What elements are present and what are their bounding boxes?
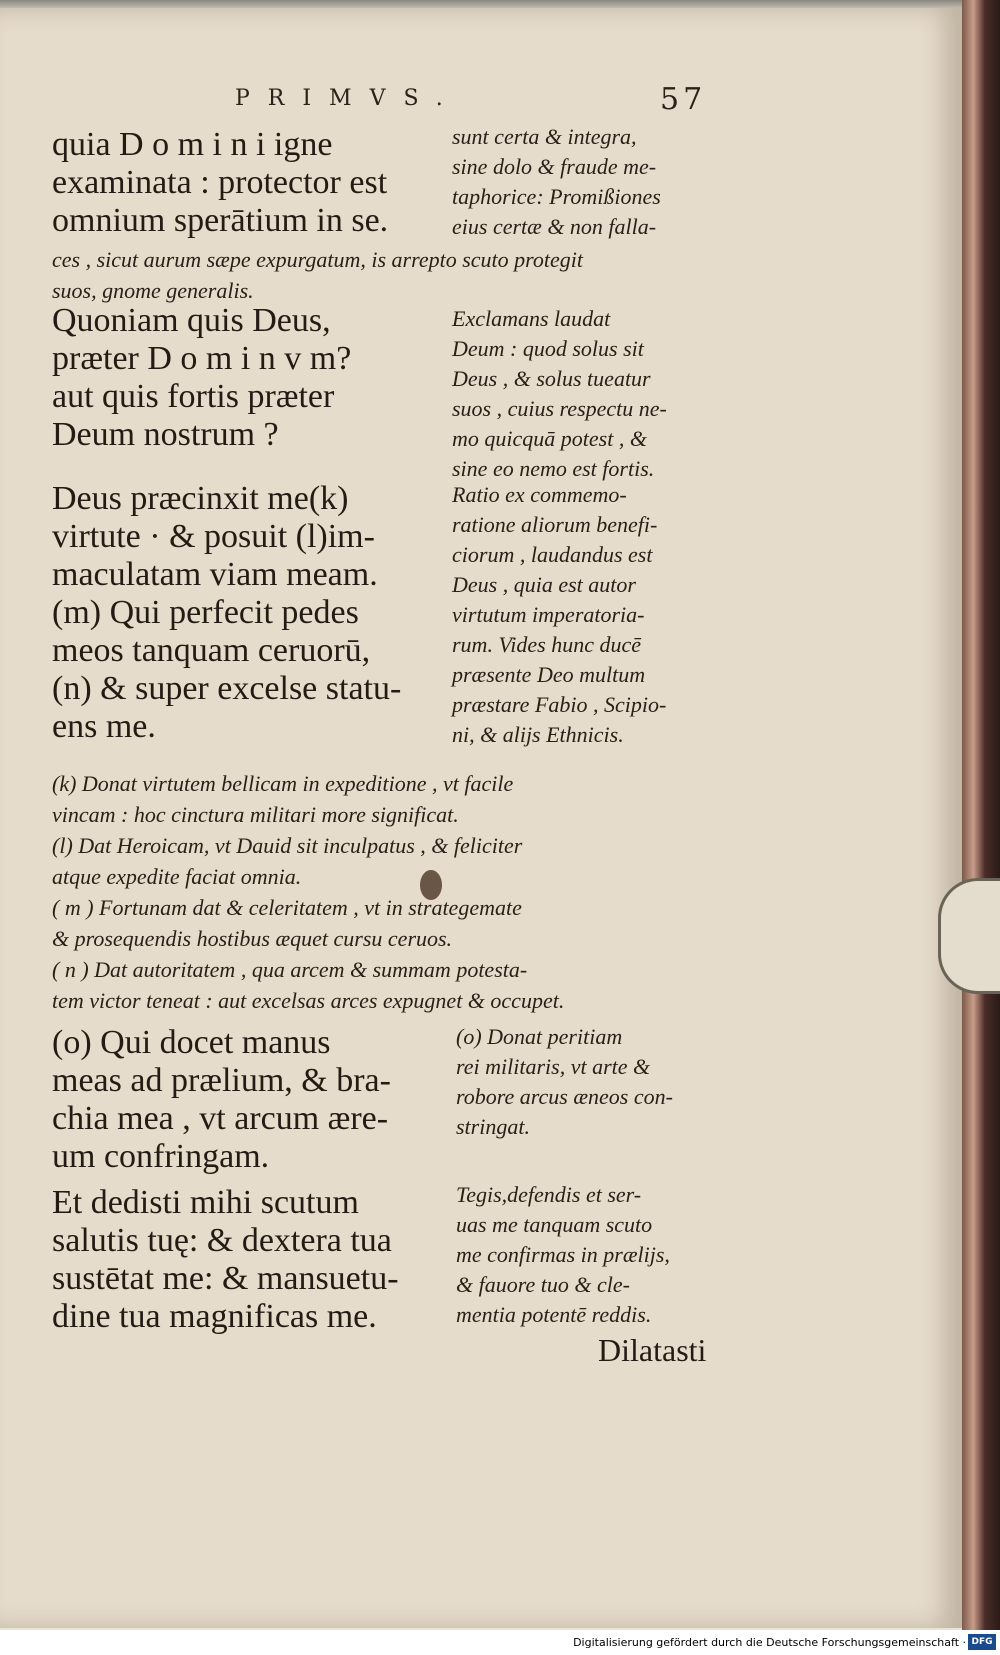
marginal-gloss-5: Tegis,defendis et ser- uas me tanquam scuto me confirmas in prælijs, & fauore tuo & cle- mentia potentē reddis.	[456, 1182, 670, 1327]
page-fore-edge	[962, 0, 1000, 1630]
main-text-block-1: quia D o m i n i igne examinata : protector est omnium sperātium in se.	[52, 126, 389, 239]
marginal-gloss-2: Exclamans laudat Deum : quod solus sit Deus , & solus tueatur suos , cuius respectu ne- mo quicquā potest , & sine eo nemo est fortis.	[452, 306, 667, 481]
catchword: Dilatasti	[598, 1332, 707, 1368]
main-text-block-2: Quoniam quis Deus, præter D o m i n v m? aut quis fortis præter Deum nostrum ?	[52, 302, 352, 453]
footnotes-k-n: (k) Donat virtutem bellicam in expeditione , vt facile vincam : hoc cinctura militari more significat. (l) Dat Heroicam, vt Dauid sit inculpatus , & feliciter atque expedite faciat omnia. ( m ) Fortunam dat & celeritatem , vt in strategemate & prosequendis hostibus æquet cursu ceruos. ( n ) Dat autoritatem , qua arcem & summam potesta- tem victor teneat : aut excelsas arces expugnet & occupet.	[52, 771, 565, 1013]
main-text-block-5: Et dedisti mihi scutum salutis tuę: & dextera tua sustētat me: & mansuetu- dine tua magnificas me.	[52, 1184, 399, 1335]
dfg-credit: Digitalisierung gefördert durch die Deutsche Forschungsgemeinschaft ·	[573, 1636, 966, 1649]
dfg-logo: DFG	[968, 1634, 996, 1650]
page-number: 57	[660, 82, 707, 117]
marginal-gloss-4: (o) Donat peritiam rei militaris, vt arte & robore arcus æneos con- stringat.	[456, 1024, 673, 1139]
main-text-block-4: (o) Qui docet manus meas ad prælium, & bra- chia mea , vt arcum ære- um confringam.	[52, 1024, 391, 1175]
book-clasp	[938, 878, 1000, 994]
main-text-block-3: Deus præcinxit me(k) virtute · & posuit (l)im- maculatam viam meam. (m) Qui perfecit pedes meos tanquam ceruorū, (n) & super excelse statu- ens me.	[52, 480, 402, 745]
marginal-gloss-1: sunt certa & integra, sine dolo & fraude me- taphorice: Promißiones eius certæ & non falla-	[452, 124, 661, 239]
marginal-gloss-3: Ratio ex commemo- ratione aliorum benefi- ciorum , laudandus est Deus , quia est autor virtutum imperatoria- rum. Vides hunc ducē præsente Deo multum præstare Fabio , Scipio- ni, & alijs Ethnicis.	[452, 482, 667, 747]
running-title: PRIMVS.	[235, 86, 461, 111]
footnote-gnome: ces , sicut aurum sæpe expurgatum, is arrepto scuto protegit suos, gnome generalis.	[52, 247, 584, 303]
